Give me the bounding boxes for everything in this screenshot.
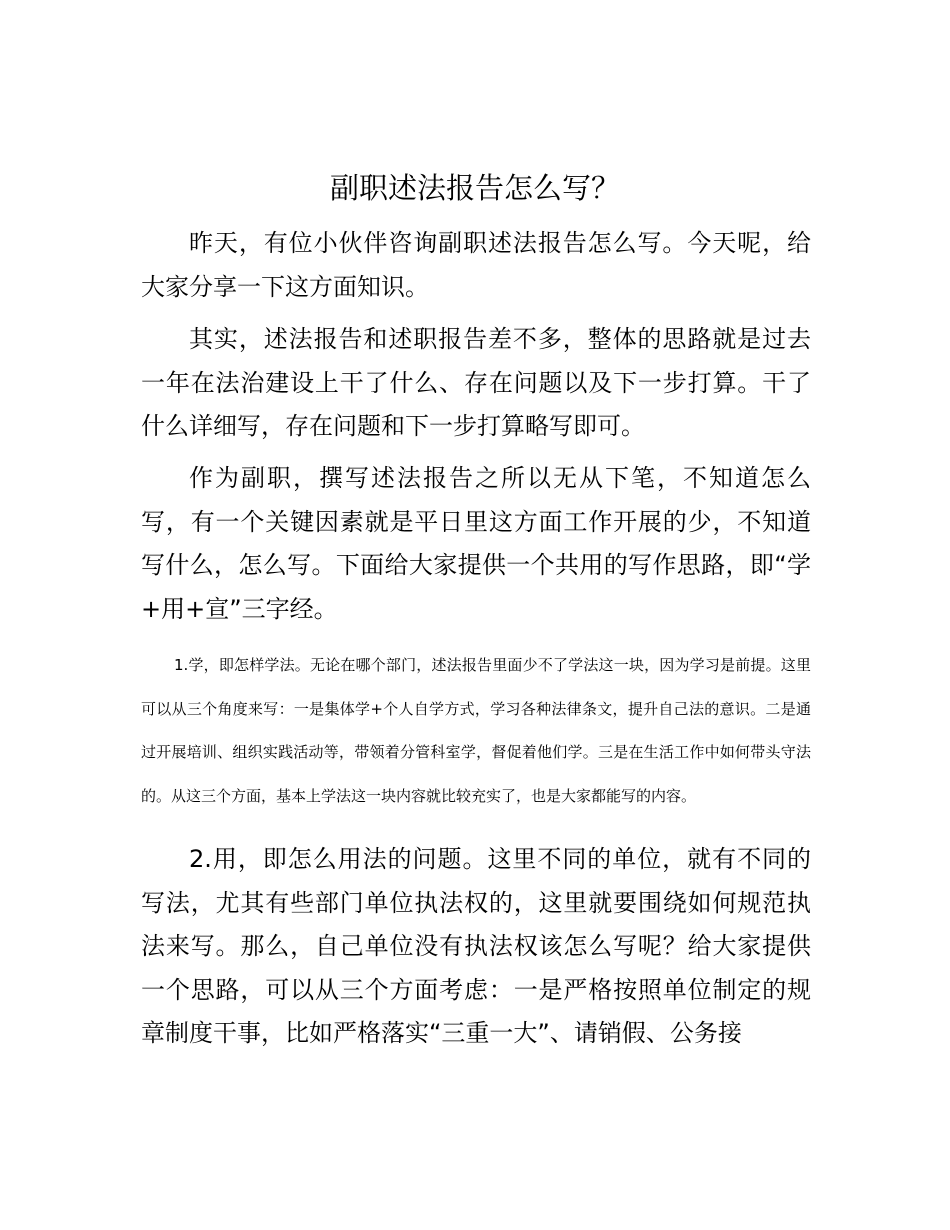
paragraph-overview: 其实，述法报告和述职报告差不多，整体的思路就是过去一年在法治建设上干了什么、存在问题以及下一步打算。干了什么详细写，存在问题和下一步打算略写即可。 — [141, 325, 811, 440]
paragraph-apply: 2.用，即怎么用法的问题。这里不同的单位，就有不同的写法，尤其有些部门单位执法权的，这里就要围绕如何规范执法来写。那么，自己单位没有执法权该怎么写呢？给大家提供一个思路，可以从三个方面考虑：一是严格按照单位制定的规章制度干事，比如严格落实“三重一大”、请销假、公务接 — [141, 845, 811, 1047]
paragraph-study: 1.学，即怎样学法。无论在哪个部门，述法报告里面少不了学法这一块，因为学习是前提。这里可以从三个角度来写：一是集体学+个人自学方式，学习各种法律条文，提升自己法的意识。二是通过开展培训、组织实践活动等，带领着分管科室学，督促着他们学。三是在生活工作中如何带头守法的。从这三个方面，基本上学法这一块内容就比较充实了，也是大家都能写的内容。 — [141, 656, 811, 805]
paragraph-approach: 作为副职，撰写述法报告之所以无从下笔，不知道怎么写，有一个关键因素就是平日里这方面工作开展的少，不知道写什么，怎么写。下面给大家提供一个共用的写作思路，即“学+用+宣”三字经。 — [141, 464, 811, 623]
document-title: 副职述法报告怎么写？ — [329, 171, 620, 205]
paragraph-intro: 昨天，有位小伙伴咨询副职述法报告怎么写。今天呢，给大家分享一下这方面知识。 — [141, 229, 811, 301]
